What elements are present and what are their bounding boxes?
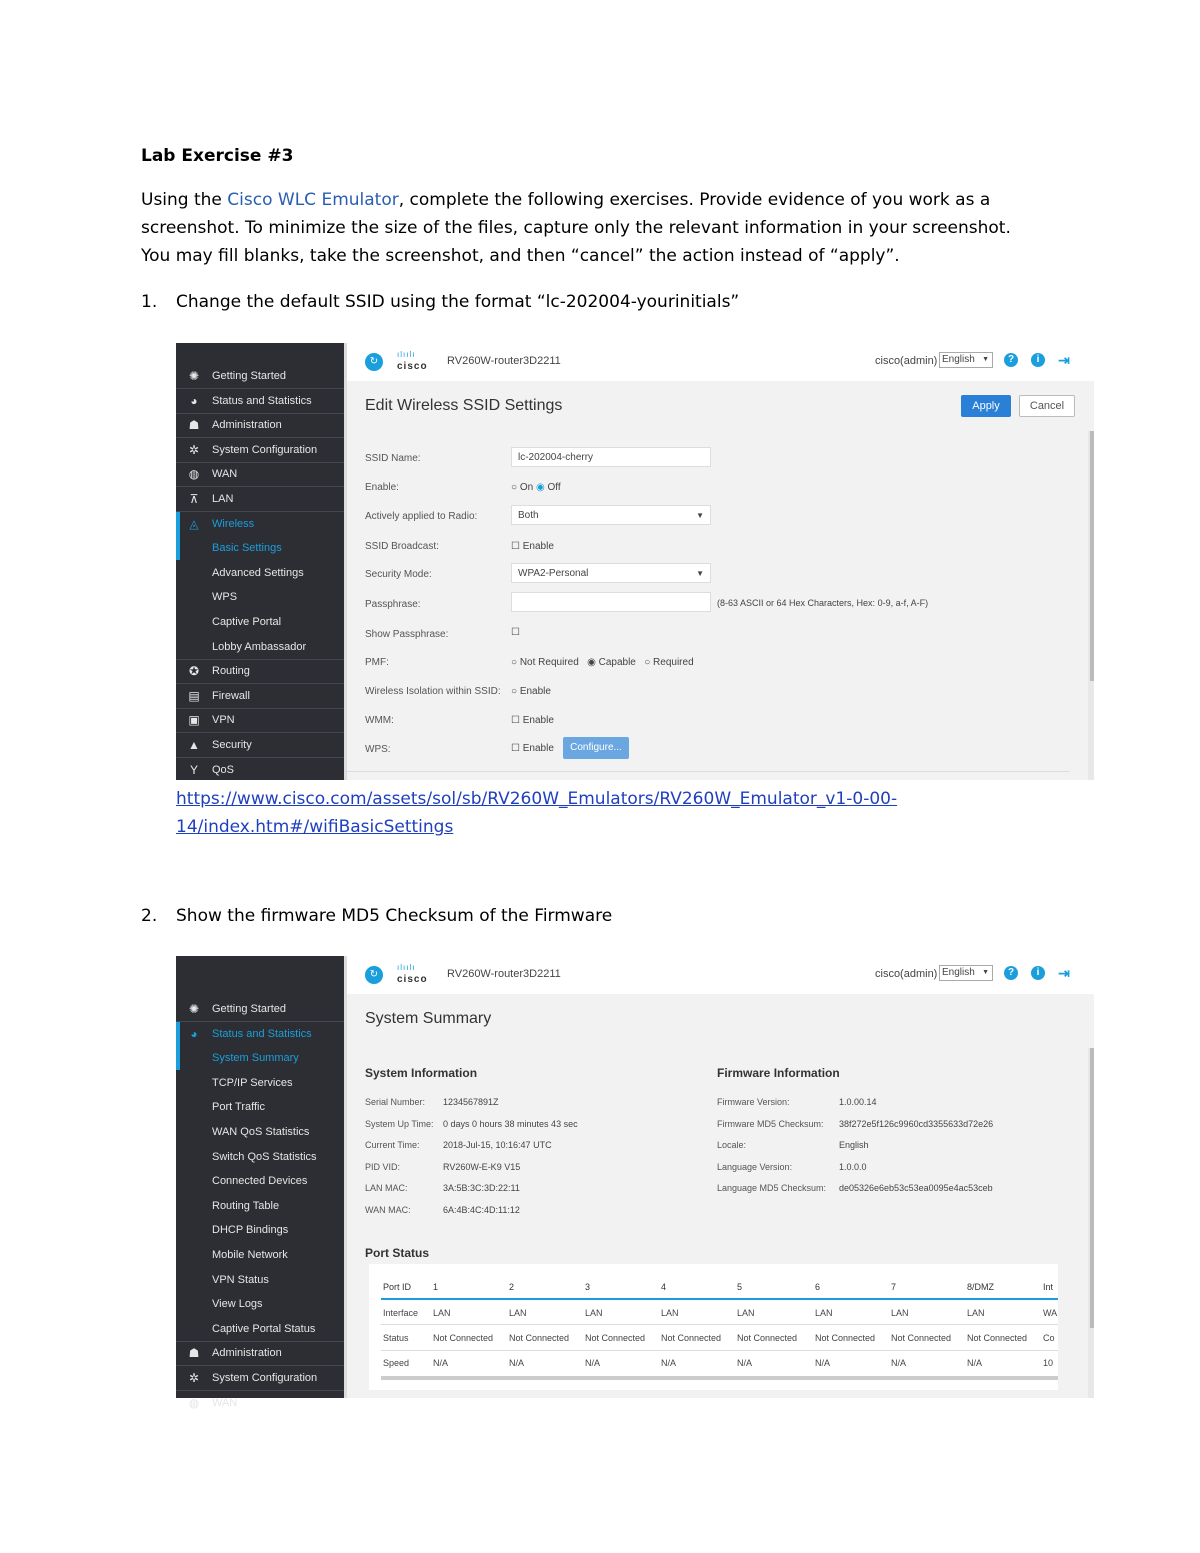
sidebar-item-label: Captive Portal: [212, 616, 282, 628]
sidebar-item-firewall[interactable]: [176, 684, 344, 709]
sidebar-item-label: WPS: [212, 591, 238, 604]
sidebar-item-mobile-network[interactable]: [176, 1243, 344, 1267]
language-value: English: [942, 354, 975, 365]
sidebar-item-status-and-statistics[interactable]: [176, 389, 344, 414]
sidebar-item-label: Captive Portal Status: [212, 1322, 316, 1335]
info-label: Firmware MD5 Checksum:: [717, 1118, 824, 1129]
table-header-cell: 7: [891, 1282, 897, 1292]
table-cell: Status: [383, 1333, 409, 1343]
sidebar-item-basic-settings[interactable]: [176, 536, 344, 560]
language-select[interactable]: [939, 965, 993, 981]
sidebar-item-routing-table[interactable]: [176, 1194, 344, 1218]
sidebar-item-label: System Configuration: [212, 443, 318, 456]
sidebar-item-label: VPN Status: [212, 1273, 269, 1286]
header-underline: [381, 1298, 1058, 1300]
sidebar-item-label: Routing: [212, 665, 250, 678]
scrollbar-thumb[interactable]: [1090, 1048, 1094, 1328]
ssid-broadcast-label: SSID Broadcast:: [365, 541, 439, 552]
sidebar-item-routing[interactable]: [176, 659, 344, 684]
table-cell: LAN: [891, 1308, 909, 1318]
wifi-icon: ◬: [189, 516, 199, 531]
user-name: cisco(admin): [875, 355, 938, 367]
sidebar-item-label: DHCP Bindings: [212, 1224, 289, 1237]
table-cell: Not Connected: [967, 1333, 1028, 1343]
pmf-label: PMF:: [365, 657, 389, 668]
page-header: [347, 994, 1094, 1040]
info-value: 0 days 0 hours 38 minutes 43 sec: [443, 1118, 578, 1129]
info-value: 1234567891Z: [443, 1097, 499, 1107]
pmf-not-required-label: Not Required: [519, 657, 579, 668]
globe-icon: ◍: [188, 1395, 200, 1410]
gear-icon: ✲: [188, 442, 200, 457]
sidebar-item-label: System Summary: [212, 1052, 299, 1065]
sidebar-item-wan[interactable]: [176, 1391, 344, 1415]
apply-button[interactable]: Apply: [961, 395, 1011, 417]
wmm-value: Enable: [522, 715, 554, 726]
isolation-value: Enable: [519, 686, 551, 697]
lab-heading: Lab Exercise #3: [141, 146, 294, 166]
intro-line-1: [141, 190, 990, 210]
info-label: Language Version:: [717, 1161, 793, 1172]
table-cell: N/A: [891, 1358, 907, 1368]
active-indicator: [176, 1022, 180, 1046]
help-icon[interactable]: ?: [1004, 353, 1018, 367]
sidebar-item-label: WAN: [212, 468, 238, 481]
info-label: Locale:: [717, 1140, 747, 1150]
info-value: 6A:4B:4C:4D:11:12: [443, 1204, 520, 1215]
table-header-cell: Port ID: [383, 1282, 412, 1292]
sidebar-item-label: TCP/IP Services: [212, 1076, 293, 1089]
sidebar-item-security[interactable]: [176, 733, 344, 758]
sidebar-item-label: WAN QoS Statistics: [212, 1126, 310, 1138]
sidebar: [176, 956, 344, 1410]
sidebar-item-label: LAN: [212, 493, 234, 505]
sidebar-item-wan-qos-statistics[interactable]: [176, 1120, 344, 1144]
sidebar-item-label: Switch QoS Statistics: [212, 1150, 317, 1163]
ssid-broadcast-checkbox[interactable]: [511, 541, 554, 552]
sidebar-item-qos[interactable]: [176, 758, 344, 782]
scrollbar[interactable]: [1088, 431, 1094, 780]
divider: [347, 771, 1070, 772]
radio-select-value: Both: [518, 510, 539, 521]
info-label: PID VID:: [365, 1161, 401, 1172]
table-cell: N/A: [585, 1358, 601, 1368]
table-cell: 10: [1043, 1358, 1054, 1368]
security-mode-label: Security Mode:: [365, 569, 432, 580]
gear-icon: ✲: [188, 1371, 200, 1385]
table-cell: Not Connected: [737, 1333, 798, 1343]
pmf-capable-radio[interactable]: ◉: [587, 657, 596, 668]
active-indicator: [176, 536, 180, 560]
info-label: Language MD5 Checksum:: [717, 1183, 827, 1193]
pmf-not-required-radio[interactable]: ○: [511, 657, 518, 668]
info-label: Current Time:: [365, 1140, 420, 1150]
statistics-icon: ◕: [190, 393, 198, 408]
info-label: WAN MAC:: [365, 1204, 411, 1215]
isolation-label: Wireless Isolation within SSID:: [365, 686, 501, 697]
radio-select[interactable]: [511, 505, 711, 525]
checkbox-icon: ☐: [511, 541, 520, 552]
info-value: English: [839, 1140, 869, 1150]
info-value: 1.0.00.14: [839, 1097, 877, 1107]
table-header-cell: 6: [815, 1282, 821, 1292]
table-header-cell: 1: [433, 1282, 439, 1292]
sidebar: [176, 343, 344, 780]
table-header-cell: 2: [509, 1282, 515, 1292]
table-cell: LAN: [509, 1308, 527, 1318]
table-cell: Speed: [383, 1358, 410, 1368]
getting-started-icon: ✺: [188, 369, 200, 383]
port-status-title: Port Status: [365, 1246, 430, 1260]
page-title: Edit Wireless SSID Settings: [365, 397, 563, 414]
info-value: 38f272e5f126c9960cd3355633d72e26: [839, 1118, 994, 1129]
table-cell: Co: [1043, 1333, 1055, 1343]
sidebar-item-system-summary[interactable]: [176, 1046, 344, 1070]
routing-icon: ✪: [188, 664, 200, 679]
sidebar-item-status-and-statistics[interactable]: [176, 1022, 344, 1046]
configure-button[interactable]: Configure...: [563, 737, 629, 759]
cisco-logo-bars: ılıılı: [397, 963, 416, 972]
row-divider: [381, 1350, 1058, 1351]
passphrase-hint: (8-63 ASCII or 64 Hex Characters, Hex: 0-9, a-f, A-F): [717, 598, 929, 608]
screenshot-ssid-settings: [176, 343, 1094, 780]
scrollbar-thumb[interactable]: [1090, 431, 1094, 681]
table-cell: Interface: [383, 1308, 419, 1318]
info-icon[interactable]: i: [1031, 353, 1045, 367]
sidebar-item-wps[interactable]: [176, 585, 344, 609]
port-status-table: [369, 1264, 1058, 1390]
cancel-button[interactable]: Cancel: [1019, 395, 1075, 417]
radio-on-label: On: [519, 482, 534, 493]
sidebar-item-lan[interactable]: [176, 487, 344, 512]
wmm-checkbox[interactable]: [511, 715, 554, 726]
sidebar-item-wan[interactable]: [176, 462, 344, 487]
table-cell: WA: [1043, 1308, 1058, 1318]
logout-icon[interactable]: ⇥: [1058, 352, 1070, 368]
sidebar-item-label: Getting Started: [212, 1003, 286, 1015]
wps-checkbox[interactable]: [511, 743, 554, 754]
sidebar-item-label: Lobby Ambassador: [212, 640, 307, 653]
show-passphrase-label: Show Passphrase:: [365, 629, 449, 640]
menu-toggle-icon[interactable]: ↻: [365, 966, 383, 984]
sidebar-item-dhcp-bindings[interactable]: [176, 1218, 344, 1242]
row-divider: [381, 1324, 1058, 1325]
info-value: RV260W-E-K9 V15: [443, 1161, 521, 1172]
administration-icon: ☗: [188, 1346, 200, 1361]
getting-started-icon: ✺: [188, 1002, 200, 1016]
table-cell: LAN: [585, 1308, 603, 1318]
chevron-down-icon: ▼: [982, 969, 989, 976]
sidebar-item-connected-devices[interactable]: [176, 1169, 344, 1193]
table-cell: Not Connected: [509, 1333, 570, 1343]
screenshot-system-summary: [176, 956, 1094, 1410]
sidebar-item-administration[interactable]: [176, 1341, 344, 1366]
step-number: 2.: [141, 906, 158, 926]
ssid-form: [347, 427, 1094, 780]
table-cell: Not Connected: [815, 1333, 876, 1343]
table-cell: N/A: [661, 1358, 677, 1368]
enable-label: Enable:: [365, 482, 399, 493]
table-cell: LAN: [661, 1308, 679, 1318]
security-mode-value: WPA2-Personal: [518, 568, 589, 579]
sidebar-item-tcp-ip-services[interactable]: [176, 1071, 344, 1095]
sidebar-item-captive-portal-status[interactable]: [176, 1317, 344, 1342]
statistics-icon: ◕: [190, 1026, 198, 1041]
ssid-broadcast-value: Enable: [522, 541, 554, 552]
info-value: de05326e6eb53c53ea0095e4ac53ceb: [839, 1183, 993, 1193]
sidebar-item-label: Port Traffic: [212, 1101, 265, 1114]
menu-toggle-icon[interactable]: ↻: [365, 353, 383, 371]
sidebar-item-vpn[interactable]: [176, 708, 344, 733]
table-cell: Not Connected: [433, 1333, 494, 1343]
table-header-cell: 3: [585, 1282, 591, 1292]
language-select[interactable]: [939, 352, 993, 368]
sidebar-item-system-configuration[interactable]: [176, 1366, 344, 1391]
checkbox-icon: ☐: [511, 715, 520, 726]
table-cell: LAN: [967, 1308, 985, 1318]
cisco-logo-bars: ılıılı: [397, 350, 416, 359]
sidebar-item-label: VPN: [212, 714, 235, 727]
sidebar-item-captive-portal[interactable]: [176, 610, 344, 634]
info-label: Firmware Version:: [717, 1097, 790, 1107]
sidebar-item-label: Administration: [212, 419, 282, 432]
horizontal-scrollbar[interactable]: [381, 1376, 1058, 1380]
sidebar-item-getting-started[interactable]: [176, 997, 344, 1022]
active-indicator: [176, 1046, 180, 1070]
table-cell: Not Connected: [585, 1333, 646, 1343]
chevron-down-icon: ▼: [982, 356, 989, 363]
info-value: 3A:5B:3C:3D:22:11: [443, 1183, 520, 1193]
network-icon: ⊼: [189, 492, 199, 506]
sidebar-item-label: Status and Statistics: [212, 394, 312, 407]
sidebar-item-label: Connected Devices: [212, 1175, 308, 1188]
info-icon[interactable]: i: [1031, 966, 1045, 980]
wps-label: WPS:: [365, 744, 391, 755]
table-cell: N/A: [433, 1358, 449, 1368]
pmf-required-label: Required: [653, 657, 694, 668]
pmf-capable-label: Capable: [598, 657, 636, 668]
router-name: RV260W-router3D2211: [447, 968, 561, 980]
sidebar-item-label: WAN: [212, 1396, 238, 1409]
globe-icon: ◍: [188, 467, 200, 482]
sidebar-item-switch-qos-statistics[interactable]: [176, 1145, 344, 1169]
table-header-cell: 4: [661, 1282, 667, 1292]
table-header-cell: Int: [1043, 1282, 1054, 1292]
sidebar-item-label: Firewall: [212, 689, 250, 702]
enable-radios: [511, 482, 561, 493]
lock-icon: ▲: [188, 738, 200, 752]
table-cell: Not Connected: [891, 1333, 952, 1343]
sidebar-item-wireless[interactable]: [176, 512, 344, 536]
table-cell: N/A: [967, 1358, 983, 1368]
step-text: Show the firmware MD5 Checksum of the Firmware: [176, 906, 613, 926]
sidebar-item-label: Basic Settings: [212, 542, 282, 555]
chevron-down-icon: ▼: [696, 511, 704, 520]
pmf-radios: [511, 657, 694, 668]
firewall-icon: ▤: [188, 688, 200, 703]
scrollbar[interactable]: [1088, 1048, 1094, 1398]
table-cell: N/A: [815, 1358, 831, 1368]
sidebar-item-vpn-status[interactable]: [176, 1268, 344, 1292]
security-mode-select[interactable]: [511, 563, 711, 583]
table-cell: LAN: [815, 1308, 833, 1318]
sidebar-item-label: Security: [212, 739, 252, 751]
wmm-label: WMM:: [365, 715, 394, 726]
table-cell: LAN: [737, 1308, 755, 1318]
ssid-name-label: SSID Name:: [365, 453, 421, 464]
vpn-icon: ▣: [188, 713, 200, 728]
info-label: LAN MAC:: [365, 1183, 408, 1193]
checkbox-icon: ☐: [511, 743, 520, 754]
sidebar-item-label: QoS: [212, 763, 235, 776]
router-name: RV260W-router3D2211: [447, 355, 561, 367]
system-summary-content: [347, 1040, 1094, 1398]
emulator-link[interactable]: Cisco WLC Emulator: [227, 190, 399, 210]
sidebar-item-label: Advanced Settings: [212, 566, 304, 579]
sidebar-item-label: Getting Started: [212, 370, 286, 382]
intro-line-2: screenshot. To minimize the size of the files, capture only the relevant information in your screenshot.: [141, 218, 1011, 238]
sidebar-item-label: Administration: [212, 1347, 282, 1360]
active-indicator: [176, 512, 180, 536]
radio-label: Actively applied to Radio:: [365, 511, 478, 522]
sidebar-item-administration[interactable]: [176, 413, 344, 438]
table-header-cell: 8/DMZ: [967, 1282, 994, 1292]
sidebar-item-label: View Logs: [212, 1298, 263, 1311]
page-header: [347, 381, 1094, 427]
system-info-title: System Information: [365, 1066, 478, 1080]
sidebar-item-view-logs[interactable]: [176, 1292, 344, 1316]
page-title: System Summary: [365, 1010, 492, 1027]
intro-line-3: You may fill blanks, take the screenshot, and then “cancel” the action instead of “apply”.: [141, 246, 900, 266]
step-text: Change the default SSID using the format “lc-202004-yourinitials”: [176, 292, 740, 312]
radio-icon: ○: [511, 686, 518, 697]
intro-text: Using the: [141, 190, 228, 210]
cisco-logo: cisco: [397, 361, 428, 372]
sidebar-item-port-traffic[interactable]: [176, 1095, 344, 1119]
sidebar-item-label: Status and Statistics: [212, 1027, 312, 1040]
firmware-info-title: Firmware Information: [717, 1066, 840, 1080]
sidebar-item-label: Wireless: [212, 517, 255, 530]
table-cell: LAN: [433, 1308, 451, 1318]
sidebar-item-getting-started[interactable]: [176, 364, 344, 389]
chevron-down-icon: ▼: [696, 569, 704, 578]
sidebar-item-label: Mobile Network: [212, 1249, 288, 1261]
info-label: Serial Number:: [365, 1097, 426, 1107]
table-header-cell: 5: [737, 1282, 743, 1292]
radio-off-label: Off: [547, 482, 561, 493]
cisco-logo: cisco: [397, 974, 428, 985]
passphrase-label: Passphrase:: [365, 599, 421, 610]
step-number: 1.: [141, 292, 158, 312]
table-cell: N/A: [509, 1358, 525, 1368]
top-bar: [347, 956, 1094, 994]
emulator-url-line-1[interactable]: https://www.cisco.com/assets/sol/sb/RV260W_Emulators/RV260W_Emulator_v1-0-00-: [176, 789, 898, 809]
radio-off[interactable]: ◉: [535, 482, 545, 493]
show-passphrase-checkbox[interactable]: ☐: [511, 627, 520, 638]
info-value: 1.0.0.0: [839, 1161, 867, 1172]
radio-on[interactable]: ○: [511, 482, 518, 493]
top-bar: [347, 343, 1094, 381]
emulator-url-line-2[interactable]: 14/index.htm#/wifiBasicSettings: [176, 817, 454, 837]
administration-icon: ☗: [188, 418, 200, 433]
logout-icon[interactable]: ⇥: [1058, 965, 1070, 981]
wps-value: Enable: [522, 743, 554, 754]
help-icon[interactable]: ?: [1004, 966, 1018, 980]
pmf-required-radio[interactable]: ○: [644, 657, 651, 668]
intro-text: , complete the following exercises. Provide evidence of you work as a: [398, 190, 991, 210]
sidebar-item-advanced-settings[interactable]: [176, 561, 344, 585]
sidebar-item-label: System Configuration: [212, 1372, 318, 1384]
user-name: cisco(admin): [875, 968, 938, 980]
sidebar-item-lobby-ambassador[interactable]: [176, 635, 344, 660]
sidebar-item-label: Routing Table: [212, 1199, 280, 1212]
isolation-radio[interactable]: [511, 686, 551, 697]
info-value: 2018-Jul-15, 10:16:47 UTC: [443, 1140, 552, 1150]
ssid-name-input[interactable]: lc-202004-cherry: [511, 447, 711, 467]
info-label: System Up Time:: [365, 1118, 434, 1129]
table-cell: Not Connected: [661, 1333, 722, 1343]
table-cell: N/A: [737, 1358, 753, 1368]
language-value: English: [942, 967, 975, 978]
qos-icon: Y: [189, 762, 198, 777]
passphrase-input[interactable]: [511, 592, 711, 612]
sidebar-item-system-configuration[interactable]: [176, 438, 344, 463]
